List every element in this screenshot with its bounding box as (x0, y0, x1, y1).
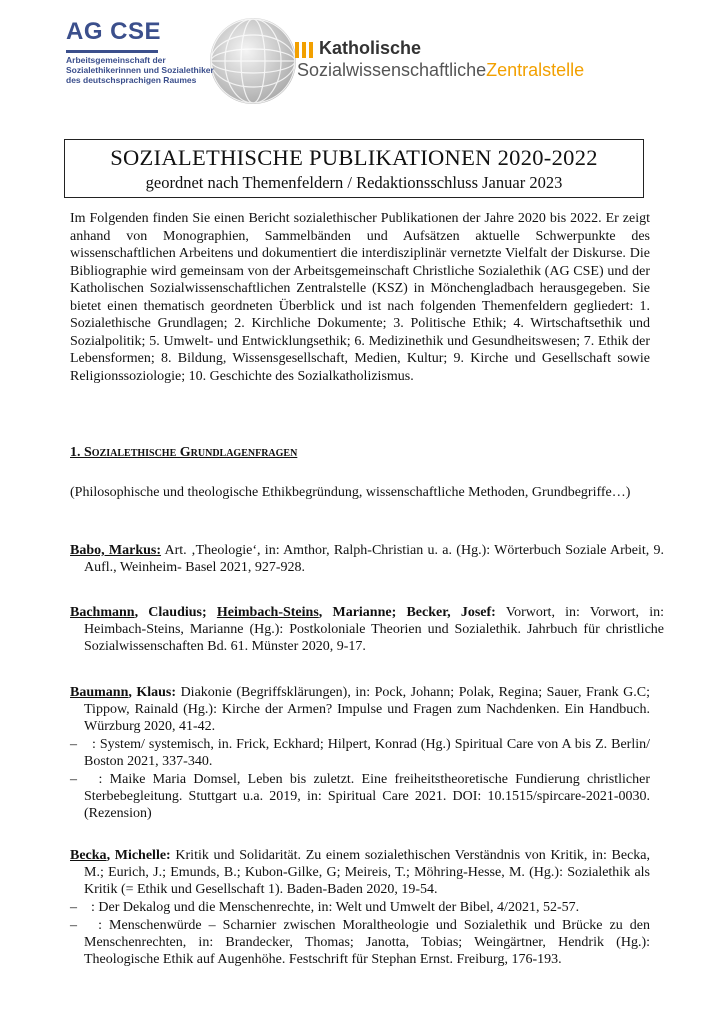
entry-subitem (70, 736, 650, 770)
intro-paragraph: Im Folgenden finden Sie einen Bericht sozialethischer Publikationen der Jahre 2020 bis 2022. Er zeigt anhand von Monographien, Sammelbänden und Aufsätzen aktuelle Schwerpunkte des wissenschaftlichen Arbeitens und dokumentiert die interdisziplinär vernetzte Vielfalt der Diskurse. Die Bibliographie wird gemeinsam von der Arbeitsgemeinschaft Christliche Sozialethik (AG CSE) und der Katholischen Sozialwissenschaftlichen Zentralstelle (KSZ) in Mönchengladbach herausgegeben. Sie bietet einen thematisch geordneten Überblick und ist nach folgenden Themenfeldern gegliedert: 1. Sozialethische Grundlagen; 2. Kirchliche Dokumente; 3. Politische Ethik; 4. Wirtschaftsethik und Sozialpolitik; 5. Umwelt- und Entwicklungsethik; 6. Medizinethik und Gesundheitswesen; 7. Ethik der Lebensformen; 8. Bildung, Wissensgesellschaft, Medien, Kultur; 9. Kirche und Gesellschaft sowie Religionssoziologie; 10. Geschichte des Sozialkatholizismus. (70, 211, 650, 384)
bars-icon (295, 42, 317, 58)
entry-subitem-text: : System/ systemisch, in. Frick, Eckhard; Hilpert, Konrad (Hg.) Spiritual Care von A bis Z. Berlin/ Boston 2021, 337-340. (84, 737, 651, 769)
entry-subitem (70, 771, 650, 822)
ksz-name-part-accent: Zentralstelle (486, 60, 585, 80)
title-box (64, 139, 644, 198)
entry-text: Kritik und Solidarität. Zu einem sozialethischen Verständnis von Kritik, in: Becka, M.; Eurich, J.; Emunds, B.; Kubon-Gilke, G; Meireis, T.; Möhring-Hesse, M. (Hg.): Sozialethik als Kritik (= Ethik und Gesellschaft 1). Baden-Baden 2020, 19-54. (84, 848, 650, 897)
entry-author-rest: , Marianne; Becker, Josef: (318, 605, 496, 620)
dash-marker: – (70, 900, 77, 915)
entry-subitem (70, 917, 650, 968)
agcse-subtitle-line: Sozialethikerinnen und Sozialethiker (66, 65, 214, 75)
agcse-logo (60, 18, 260, 110)
entry-text: Vorwort, in: Vorwort, in: Heimbach-Steins, Marianne (Hg.): Postkoloniale Theorien und Sozialethik. Jahrbuch für christliche Sozialwissenschaften Bd. 61. Münster 2020, 9-17. (84, 605, 665, 654)
ksz-name-part: Sozialwissenschaftliche (297, 60, 487, 80)
agcse-divider (66, 50, 158, 53)
entry-subitem-text: : Maike Maria Domsel, Leben bis zuletzt. Eine freiheitstheoretische Fundierung christlicher Sterbebegleitung. Stuttgart u.a. 2019, in: Spiritual Care 2021. DOI: 10.1515/spircare-2021-0030. (Rezension) (84, 772, 651, 821)
entry-subitem (70, 899, 650, 916)
entry-main (70, 684, 650, 735)
agcse-subtitle-line: Arbeitsgemeinschaft der (66, 55, 166, 65)
entry-author: Bachmann (70, 605, 135, 620)
dash-marker: – (70, 918, 77, 933)
dash-marker: – (70, 772, 77, 787)
entry-author: Babo, Markus: (70, 543, 162, 558)
entry-author-rest: , Klaus: (128, 685, 177, 700)
entry-author: Becka (70, 848, 107, 863)
entry-text: Art. ‚Theologie‘, in: Amthor, Ralph-Christian u. a. (Hg.): Wörterbuch Soziale Arbeit, 9. Aufl., Weinheim- Basel 2021, 927-928. (84, 543, 664, 575)
entry-subitem-text: : Menschenwürde – Scharnier zwischen Moraltheologie und Sozialethik und Brücke zu den Menschenrechten, in: Brandecker, Thomas; Janotta, Tobias; Weingärtner, Hendrik (Hg.): Theologische Ethik auf Augenhöhe. Festschrift für Stephan Ernst. Freiburg, 176-193. (84, 918, 650, 967)
agcse-subtitle (66, 55, 276, 85)
section-scope: (Philosophische und theologische Ethikbegründung, wissenschaftliche Methoden, Grundbegriffe…) (70, 485, 631, 500)
agcse-subtitle-line: des deutschsprachigen Raumes (66, 75, 197, 85)
bibliography-entry (70, 684, 650, 822)
section-title: Sozialethische Grundlagenfragen (84, 445, 298, 460)
entry-author-rest: , Claudius; (134, 605, 207, 620)
agcse-title: AG CSE (66, 18, 162, 45)
entry-author: Baumann (70, 685, 129, 700)
ksz-name-line2 (297, 60, 584, 81)
page-title: SOZIALETHISCHE PUBLIKATIONEN 2020-2022 (110, 145, 598, 170)
section-heading (70, 445, 297, 461)
ksz-logo (295, 38, 655, 88)
entry-text: Diakonie (Begriffsklärungen), in: Pock, Johann; Polak, Regina; Sauer, Frank G.C; Tippow, Rainald (Hg.): Kirche der Armen? Impulse und Fragen zum Nachdenken. Ein Handbuch. Würzburg 2020, 41-42. (84, 685, 650, 734)
page-subtitle: geordnet nach Themenfeldern / Redaktionsschluss Januar 2023 (145, 173, 563, 192)
bibliography-entry (70, 604, 664, 655)
entry-author-rest: , Michelle: (106, 848, 171, 863)
ksz-name-line1: Katholische (319, 38, 422, 58)
entry-main (70, 847, 650, 898)
entry-subitem-text: : Der Dekalog und die Menschenrechte, in: Welt und Umwelt der Bibel, 4/2021, 52-57. (91, 900, 580, 915)
bibliography-entry (70, 542, 664, 576)
dash-marker: – (70, 737, 77, 752)
entry-author: Heimbach-Steins (216, 605, 319, 620)
bibliography-entry (70, 847, 650, 968)
section-number: 1. (70, 445, 81, 460)
